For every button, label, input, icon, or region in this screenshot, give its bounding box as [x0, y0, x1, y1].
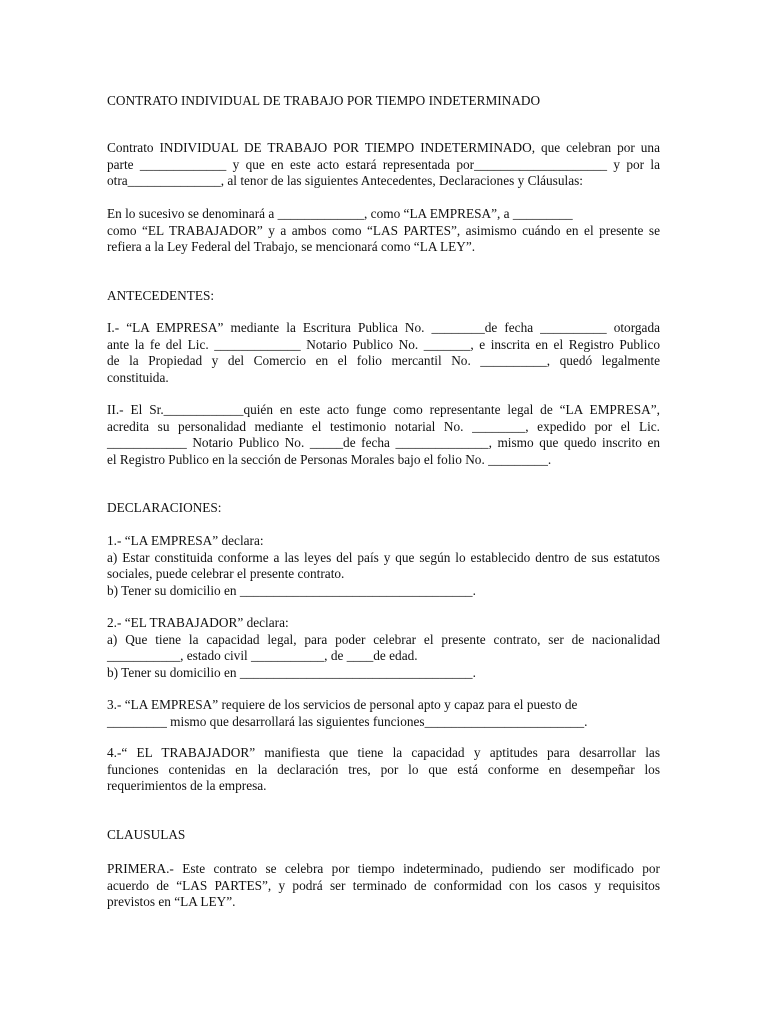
declaracion-4 — [107, 745, 660, 795]
definitions-line: refiera a la Ley Federal del Trabajo, se mencionará como “LA LEY”. — [107, 239, 476, 254]
declaracion-4-line: requerimientos de la empresa. — [107, 778, 267, 793]
antecedente-2 — [107, 402, 660, 468]
declaracion-3 — [107, 697, 660, 730]
clausula-primera-line: previstos en “LA LEY”. — [107, 894, 236, 909]
declaraciones-heading — [107, 500, 660, 517]
antecedente-2-line: II.- El Sr.____________quién en este acto funge como representante legal de “LA EMPRESA”, — [107, 402, 660, 417]
antecedente-2-line: el Registro Publico en la sección de Personas Morales bajo el folio No. _________. — [107, 451, 552, 467]
intro-line: parte _____________ y que en este acto estará representada por____________________ y por la — [107, 156, 660, 172]
declaracion-4-line: 4.-“ EL TRABAJADOR” manifiesta que tiene la capacidad y aptitudes para desarrollar las — [107, 745, 660, 760]
intro-line: Contrato INDIVIDUAL DE TRABAJO POR TIEMPO INDETERMINADO, que celebran por una — [107, 140, 660, 155]
declaracion-4-line: funciones contenidas en la declaración tres, por lo que está conforme en desempeñar los — [107, 761, 660, 777]
declaracion-3-line: 3.- “LA EMPRESA” requiere de los servicios de personal apto y capaz para el puesto de — [107, 697, 578, 712]
antecedente-1-line: ante la fe del Lic. _____________ Notario Publico No. _______, e inscrita en el Registro Publico — [107, 336, 660, 352]
declaracion-2-line: 2.- “EL TRABAJADOR” declara: — [107, 615, 289, 630]
declaracion-1-line: sociales, puede celebrar el presente contrato. — [107, 566, 345, 581]
declaracion-3-line: _________ mismo que desarrollará las siguientes funciones________________________. — [107, 713, 588, 729]
clausulas-heading — [107, 827, 660, 844]
antecedente-2-line: ____________ Notario Publico No. _____de fecha ______________, mismo que quedo inscrito en — [107, 435, 660, 450]
declaracion-2-line: b) Tener su domicilio en ___________________________________. — [107, 664, 476, 680]
declaracion-2-line: a) Que tiene la capacidad legal, para poder celebrar el presente contrato, ser de nacionalidad — [107, 631, 660, 647]
declaracion-2-line: ___________, estado civil ___________, de ____de edad. — [107, 648, 418, 663]
antecedente-1-line: constituida. — [107, 369, 169, 385]
clausula-primera-line: PRIMERA.- Este contrato se celebra por tiempo indeterminado, pudiendo ser modificado por — [107, 861, 660, 876]
definitions-line: como “EL TRABAJADOR” y a ambos como “LAS PARTES”, asimismo cuándo en el presente se — [107, 222, 660, 238]
declaracion-1 — [107, 533, 660, 599]
declaracion-1-line: b) Tener su domicilio en ___________________________________. — [107, 582, 476, 598]
clausula-primera — [107, 861, 660, 911]
clausulas-heading-text: CLAUSULAS — [107, 827, 186, 842]
antecedente-1-line: I.- “LA EMPRESA” mediante la Escritura Publica No. ________de fecha __________ otorgada — [107, 320, 660, 335]
antecedentes-heading — [107, 288, 660, 305]
declaracion-1-line: a) Estar constituida conforme a las leyes del país y que según lo establecido dentro de sus estatutos — [107, 549, 660, 565]
declaraciones-heading-text: DECLARACIONES: — [107, 500, 222, 515]
antecedente-1 — [107, 320, 660, 386]
document-title — [107, 93, 660, 110]
document-title-text: CONTRATO INDIVIDUAL DE TRABAJO POR TIEMPO INDETERMINADO — [107, 93, 541, 108]
definitions-line: En lo sucesivo se denominará a _____________, como “LA EMPRESA”, a _________ — [107, 206, 573, 221]
antecedentes-heading-text: ANTECEDENTES: — [107, 288, 215, 303]
clausula-primera-line: acuerdo de “LAS PARTES”, y podrá ser terminado de conformidad con los casos y requisitos — [107, 877, 660, 893]
definitions-paragraph — [107, 206, 660, 256]
declaracion-1-line: 1.- “LA EMPRESA” declara: — [107, 533, 264, 548]
intro-paragraph — [107, 140, 660, 190]
intro-line: otra______________, al tenor de las siguientes Antecedentes, Declaraciones y Cláusulas: — [107, 173, 583, 188]
declaracion-2 — [107, 615, 660, 681]
antecedente-1-line: de la Propiedad y del Comercio en el folio mercantil No. __________, quedó legalmente — [107, 353, 660, 368]
antecedente-2-line: acredita su personalidad mediante el testimonio notarial No. ________, expedido por el Lic. — [107, 418, 660, 434]
